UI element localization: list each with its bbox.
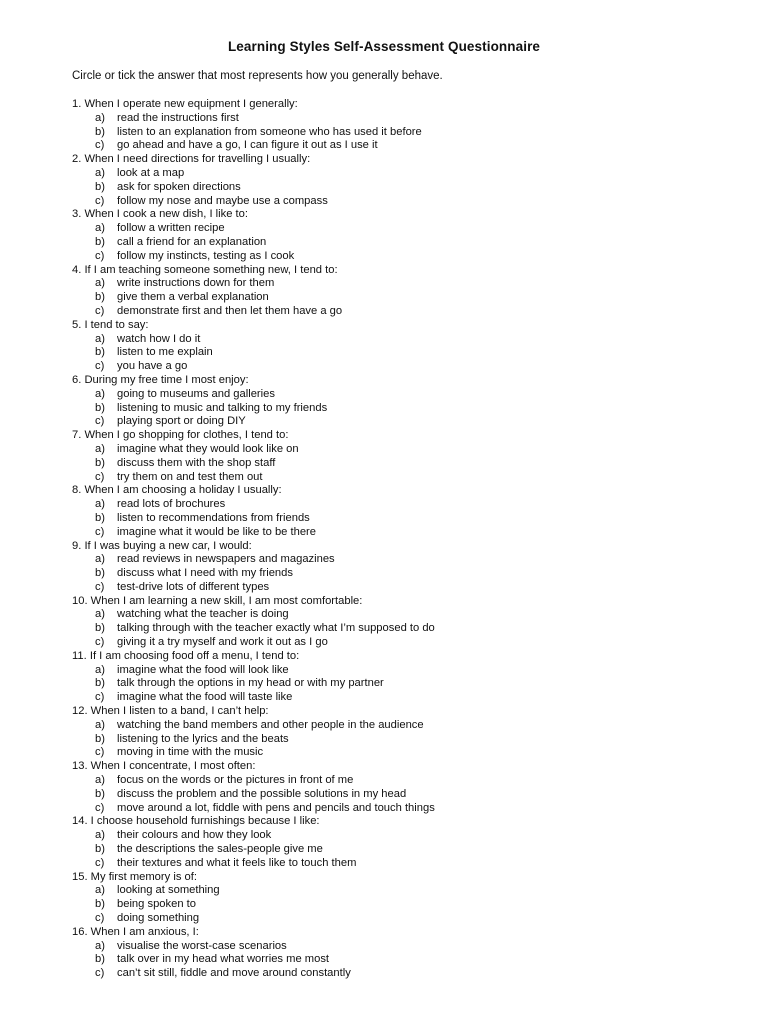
answer-option[interactable] [72, 471, 712, 485]
option-text: go ahead and have a go, I can figure it out as I use it [117, 139, 378, 152]
option-text: giving it a try myself and work it out as I go [117, 636, 328, 649]
question-number: 7. [72, 429, 82, 442]
question-prompt [72, 98, 712, 112]
question-item [72, 815, 712, 870]
answer-option[interactable] [72, 526, 712, 540]
option-text: write instructions down for them [117, 277, 275, 290]
option-text: focus on the words or the pictures in front of me [117, 774, 354, 787]
option-text: discuss what I need with my friends [117, 567, 293, 580]
question-item [72, 926, 712, 981]
question-prompt [72, 760, 712, 774]
question-number: 2. [72, 153, 82, 166]
question-number: 9. [72, 539, 82, 552]
option-text: their colours and how they look [117, 829, 272, 842]
answer-options [72, 388, 712, 429]
option-text: talking through with the teacher exactly what I’m supposed to do [117, 622, 435, 635]
question-item [72, 540, 712, 595]
answer-option[interactable] [72, 746, 712, 760]
question-item [72, 153, 712, 208]
option-text: imagine what it would be like to be there [117, 525, 317, 538]
question-text: When I operate new equipment I generally: [84, 98, 298, 110]
option-letter: a) [95, 774, 105, 787]
option-letter: b) [95, 125, 105, 138]
option-text: call a friend for an explanation [117, 235, 267, 248]
option-text: being spoken to [117, 898, 196, 911]
option-letter: a) [95, 222, 105, 235]
option-text: demonstrate first and then let them have a go [117, 304, 343, 317]
answer-option[interactable] [72, 277, 712, 291]
answer-option[interactable] [72, 222, 712, 236]
option-text: listen to me explain [117, 346, 213, 359]
option-letter: b) [95, 898, 105, 911]
answer-option[interactable] [72, 802, 712, 816]
question-prompt [72, 595, 712, 609]
option-text: their textures and what it feels like to touch them [117, 856, 357, 869]
answer-option[interactable] [72, 291, 712, 305]
answer-options [72, 277, 712, 318]
answer-options [72, 553, 712, 594]
option-letter: c) [95, 801, 105, 814]
answer-option[interactable] [72, 567, 712, 581]
answer-option[interactable] [72, 733, 712, 747]
option-text: visualise the worst-case scenarios [117, 939, 287, 952]
option-letter: c) [95, 415, 105, 428]
answer-option[interactable] [72, 498, 712, 512]
answer-option[interactable] [72, 195, 712, 209]
answer-options [72, 112, 712, 153]
answer-option[interactable] [72, 512, 712, 526]
option-letter: c) [95, 139, 105, 152]
question-prompt [72, 540, 712, 554]
option-letter: c) [95, 470, 105, 483]
question-prompt [72, 153, 712, 167]
option-letter: c) [95, 194, 105, 207]
question-number: 3. [72, 208, 82, 221]
option-text: listening to music and talking to my friends [117, 401, 328, 414]
answer-option[interactable] [72, 250, 712, 264]
option-letter: c) [95, 912, 105, 925]
answer-options [72, 940, 712, 981]
question-item [72, 98, 712, 153]
question-prompt [72, 705, 712, 719]
question-prompt [72, 926, 712, 940]
answer-options [72, 222, 712, 263]
question-item [72, 871, 712, 926]
question-text: When I cook a new dish, I like to: [84, 208, 248, 221]
option-text: give them a verbal explanation [117, 291, 269, 304]
option-text: listen to recommendations from friends [117, 511, 310, 524]
option-text: follow my nose and maybe use a compass [117, 194, 328, 207]
answer-option[interactable] [72, 691, 712, 705]
question-prompt [72, 650, 712, 664]
question-number: 11. [72, 649, 87, 662]
question-text: When I listen to a band, I can’t help: [90, 705, 269, 718]
answer-option[interactable] [72, 719, 712, 733]
answer-option[interactable] [72, 443, 712, 457]
question-text: During my free time I most enjoy: [84, 373, 249, 386]
answer-option[interactable] [72, 829, 712, 843]
option-letter: b) [95, 953, 105, 966]
option-text: imagine what the food will taste like [117, 691, 293, 704]
answer-option[interactable] [72, 305, 712, 319]
answer-options [72, 333, 712, 374]
question-item [72, 484, 712, 539]
answer-option[interactable] [72, 884, 712, 898]
option-letter: b) [95, 787, 105, 800]
question-prompt [72, 264, 712, 278]
option-letter: a) [95, 332, 105, 345]
question-text: I tend to say: [84, 318, 149, 331]
question-list [72, 98, 712, 981]
option-text: listening to the lyrics and the beats [117, 732, 289, 745]
option-letter: a) [95, 939, 105, 952]
question-number: 8. [72, 484, 82, 497]
answer-option[interactable] [72, 457, 712, 471]
option-letter: b) [95, 843, 105, 856]
answer-option[interactable] [72, 139, 712, 153]
page-title: Learning Styles Self-Assessment Questionnaire [227, 39, 541, 54]
option-text: going to museums and galleries [117, 387, 275, 400]
question-item [72, 208, 712, 263]
question-number: 4. [72, 263, 82, 276]
answer-options [72, 719, 712, 760]
option-letter: c) [95, 856, 105, 869]
question-item [72, 650, 712, 705]
answer-option[interactable] [72, 112, 712, 126]
answer-options [72, 829, 712, 870]
answer-option[interactable] [72, 402, 712, 416]
option-letter: a) [95, 553, 105, 566]
answer-option[interactable] [72, 953, 712, 967]
answer-option[interactable] [72, 126, 712, 140]
option-letter: c) [95, 304, 105, 317]
answer-option[interactable] [72, 553, 712, 567]
answer-option[interactable] [72, 857, 712, 871]
question-text: If I am choosing food off a menu, I tend to: [89, 649, 300, 662]
question-prompt [72, 484, 712, 498]
question-number: 13. [72, 760, 88, 773]
option-letter: a) [95, 884, 105, 897]
option-letter: c) [95, 691, 105, 704]
option-text: imagine what the food will look like [117, 663, 289, 676]
option-text: watching what the teacher is doing [117, 608, 289, 621]
question-number: 14. [72, 815, 88, 828]
option-text: look at a map [117, 166, 185, 179]
answer-options [72, 167, 712, 208]
question-number: 6. [72, 373, 82, 386]
question-number: 1. [72, 98, 82, 110]
option-text: you have a go [117, 360, 188, 373]
option-letter: a) [95, 608, 105, 621]
option-letter: b) [95, 622, 105, 635]
answer-option[interactable] [72, 843, 712, 857]
answer-options [72, 664, 712, 705]
option-letter: c) [95, 249, 105, 262]
option-letter: c) [95, 967, 105, 980]
option-text: listen to an explanation from someone who has used it before [117, 125, 422, 138]
question-text: I choose household furnishings because I like: [90, 815, 320, 828]
question-number: 15. [72, 870, 88, 883]
option-text: follow my instincts, testing as I cook [117, 249, 295, 262]
option-text: test-drive lots of different types [117, 580, 270, 593]
option-text: can’t sit still, fiddle and move around constantly [117, 967, 351, 980]
question-item [72, 760, 712, 815]
answer-option[interactable] [72, 346, 712, 360]
option-letter: b) [95, 456, 105, 469]
option-letter: c) [95, 360, 105, 373]
answer-option[interactable] [72, 788, 712, 802]
instructions-text: Circle or tick the answer that most represents how you generally behave. [72, 70, 443, 82]
answer-option[interactable] [72, 967, 712, 981]
question-item [72, 319, 712, 374]
question-text: When I need directions for travelling I usually: [84, 153, 311, 166]
answer-option[interactable] [72, 940, 712, 954]
answer-option[interactable] [72, 388, 712, 402]
option-text: watching the band members and other people in the audience [117, 718, 424, 731]
answer-options [72, 884, 712, 925]
option-letter: b) [95, 511, 105, 524]
question-number: 5. [72, 318, 82, 331]
option-text: playing sport or doing DIY [117, 415, 246, 428]
answer-options [72, 443, 712, 484]
question-item [72, 264, 712, 319]
option-letter: b) [95, 291, 105, 304]
question-text: If I am teaching someone something new, I tend to: [84, 263, 338, 276]
question-number: 12. [72, 705, 88, 718]
question-item [72, 374, 712, 429]
option-letter: a) [95, 498, 105, 511]
option-letter: b) [95, 180, 105, 193]
option-letter: a) [95, 718, 105, 731]
question-text: My first memory is of: [90, 870, 197, 883]
option-letter: a) [95, 829, 105, 842]
question-prompt [72, 429, 712, 443]
option-text: move around a lot, fiddle with pens and pencils and touch things [117, 801, 435, 814]
option-text: try them on and test them out [117, 470, 263, 483]
answer-option[interactable] [72, 774, 712, 788]
question-item [72, 595, 712, 650]
answer-option[interactable] [72, 664, 712, 678]
option-text: follow a written recipe [117, 222, 225, 235]
option-text: discuss the problem and the possible solutions in my head [117, 787, 407, 800]
option-letter: c) [95, 746, 105, 759]
option-letter: b) [95, 401, 105, 414]
option-text: watch how I do it [117, 332, 201, 345]
answer-option[interactable] [72, 636, 712, 650]
option-letter: b) [95, 732, 105, 745]
option-text: moving in time with the music [117, 746, 264, 759]
answer-option[interactable] [72, 677, 712, 691]
question-text: When I am anxious, I: [90, 925, 199, 938]
option-text: discuss them with the shop staff [117, 456, 276, 469]
option-letter: b) [95, 677, 105, 690]
option-letter: c) [95, 525, 105, 538]
option-letter: a) [95, 663, 105, 676]
option-letter: b) [95, 346, 105, 359]
answer-options [72, 774, 712, 815]
option-text: read reviews in newspapers and magazines [117, 553, 335, 566]
option-letter: c) [95, 636, 105, 649]
question-number: 16. [72, 925, 88, 938]
option-text: ask for spoken directions [117, 180, 241, 193]
question-text: When I go shopping for clothes, I tend to: [84, 429, 289, 442]
option-text: talk over in my head what worries me most [117, 953, 330, 966]
option-letter: b) [95, 567, 105, 580]
answer-options [72, 498, 712, 539]
option-text: read lots of brochures [117, 498, 226, 511]
option-text: read the instructions first [117, 111, 239, 124]
question-text: If I was buying a new car, I would: [84, 539, 252, 552]
option-text: talk through the options in my head or with my partner [117, 677, 384, 690]
answer-option[interactable] [72, 912, 712, 926]
answer-option[interactable] [72, 333, 712, 347]
question-text: When I concentrate, I most often: [90, 760, 256, 773]
answer-option[interactable] [72, 898, 712, 912]
option-letter: a) [95, 387, 105, 400]
option-text: the descriptions the sales-people give me [117, 843, 323, 856]
option-text: imagine what they would look like on [117, 442, 299, 455]
option-letter: a) [95, 111, 105, 124]
question-item [72, 429, 712, 484]
question-prompt [72, 208, 712, 222]
answer-option[interactable] [72, 167, 712, 181]
question-text: When I am choosing a holiday I usually: [84, 484, 282, 497]
answer-option[interactable] [72, 181, 712, 195]
answer-options [72, 608, 712, 649]
option-letter: b) [95, 235, 105, 248]
option-letter: c) [95, 580, 105, 593]
question-prompt [72, 319, 712, 333]
question-prompt [72, 374, 712, 388]
question-prompt [72, 815, 712, 829]
answer-option[interactable] [72, 581, 712, 595]
option-text: looking at something [117, 884, 220, 897]
answer-option[interactable] [72, 608, 712, 622]
option-text: doing something [117, 912, 200, 925]
answer-option[interactable] [72, 360, 712, 374]
question-prompt [72, 871, 712, 885]
question-number: 10. [72, 594, 88, 607]
answer-option[interactable] [72, 415, 712, 429]
question-text: When I am learning a new skill, I am most comfortable: [90, 594, 363, 607]
option-letter: a) [95, 277, 105, 290]
option-letter: a) [95, 166, 105, 179]
answer-option[interactable] [72, 236, 712, 250]
option-letter: a) [95, 442, 105, 455]
answer-option[interactable] [72, 622, 712, 636]
question-item [72, 705, 712, 760]
